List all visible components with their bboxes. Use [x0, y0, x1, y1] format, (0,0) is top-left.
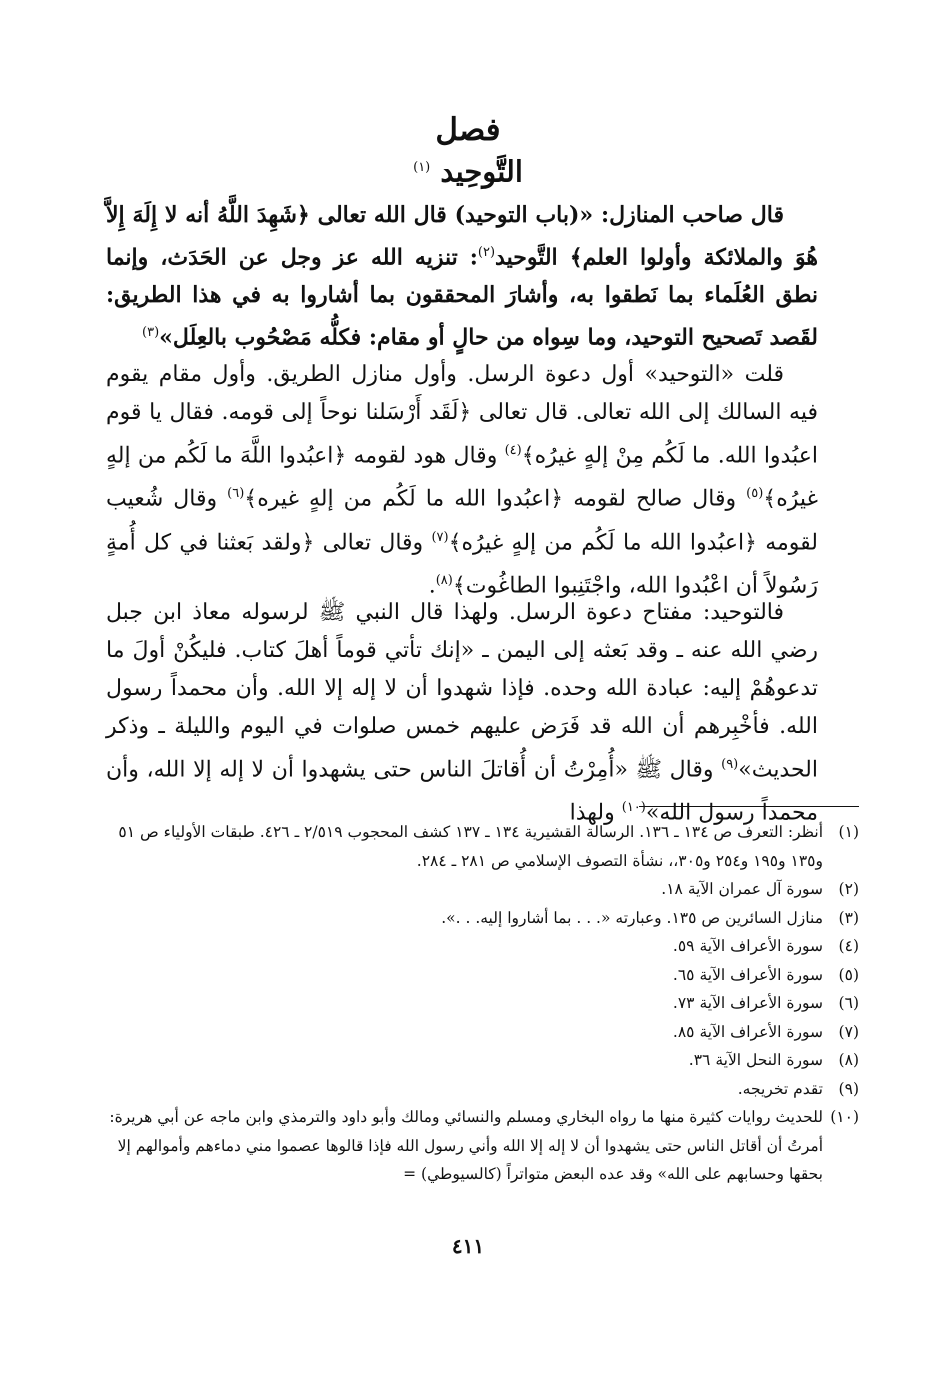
footnote-separator	[639, 806, 859, 807]
footnote-ref: (١)	[413, 160, 431, 175]
section-subtitle-text: التَّوحِيد	[440, 154, 523, 189]
paragraph-1	[106, 196, 818, 357]
footnote-text: سورة الأعراف الآية ٨٥.	[672, 1022, 823, 1041]
footnote-number: (١)	[838, 823, 859, 841]
footnote-text: سورة الأعراف الآية ٦٥.	[672, 965, 823, 984]
footnote-text: سورة آل عمران الآية ١٨.	[661, 880, 823, 898]
chapter-title-text: فصل	[435, 112, 501, 148]
footnote-item	[95, 932, 859, 961]
paragraph-text: وقال تعالى ﴿ولقد بَعثنا في كل أُمةٍ رَسُولاً أن اعْبُدوا الله، واجْتَنِبوا الطاغُوت﴾	[106, 529, 818, 599]
footnotes	[95, 818, 859, 1189]
paragraph-text: وقال ﷺ «أُمِرْتُ أن أُقاتلَ الناس حتى يشهدوا أن لا إله إلا الله، وأن محمداً رسول الله»	[106, 757, 818, 826]
footnote-number: (٨)	[838, 1051, 859, 1069]
footnote-text: للحديث روايات كثيرة منها ما رواه البخاري ومسلم والنسائي ومالك وأبو داود والترمذي وابن ماجه عن أبي هريرة: أمرتُ أن أقاتل الناس حتى يشهدوا أن لا إله إلا الله وأني رسول الله فإذا قالوها عصموا مني دماءهم وأموالهم إلا بحقها وحسابهم على الله» وقد عده البعض متواتراً (كالسيوطي) =	[109, 1108, 823, 1183]
paragraph-text: فالتوحيد: مفتاح دعوة الرسل. ولهذا قال النبي ﷺ لرسوله معاذ ابن جبل رضي الله عنه ـ وقد بَعثه إلى اليمن ـ «إنك تأتي قوماً أهلَ كتاب. فليكُنْ أولَ ما تدعوهُمْ إليه: عبادة الله وحده. فإذا شهدوا أن لا إله إلا الله. وأن محمداً رسول الله. فأخْبِرهم أن الله قد فَرَض عليهم خمس صلوات في اليوم والليلة ـ وذكر الحديث»	[106, 600, 818, 783]
footnote-ref: (٩)	[721, 757, 739, 772]
footnote-item	[95, 1046, 859, 1075]
paragraph-text: : تنزيه الله عز وجل عن الحَدَث، وإنما نطق العُلَماء بما نَطقوا به، وأشارَ المحققون بما أشاروا به في هذا الطريق: لقَصد تَصحيح التوحيد، وما سِواه من حالٍ أو مقام: فكلُّه مَصْحُوب بالعِلَل»	[106, 244, 818, 351]
footnote-text: سورة الأعراف الآية ٧٣.	[672, 994, 823, 1012]
footnote-ref: (٧)	[431, 529, 449, 545]
footnote-number: (٣)	[838, 908, 859, 927]
footnote-text: سورة النحل الآية ٣٦.	[688, 1051, 823, 1069]
footnote-number: (٤)	[838, 937, 859, 955]
footnote-ref: (٥)	[746, 486, 764, 502]
footnote-number: (١٠)	[830, 1108, 859, 1126]
footnote-ref: (١٠)	[621, 800, 646, 816]
footnote-text: أنظر: التعرف ص ١٣٤ ـ ١٣٦. الرسالة القشيرية ١٣٤ ـ ١٣٧ كشف المحجوب ٢/٥١٩ ـ ٤٢٦. طبقات الأولياء ص ٥١ و١٣٥ و١٩٥ و٢٥٤ و٣٠٥،، نشأة التصوف الإسلامي ص ٢٨١ ـ ٢٨٤.	[118, 823, 823, 870]
footnote-item	[95, 904, 859, 933]
footnote-text: منازل السائرين ص ١٣٥. وعبارته «. . . بما أشاروا إليه. . .».	[441, 908, 823, 927]
chapter-title	[0, 112, 936, 148]
paragraph-text: وقال هود لقومه ﴿اعبُدوا اللَّهَ ما لَكُم من إلهٍ غيرُه﴾	[106, 443, 818, 512]
footnote-item	[95, 1075, 859, 1104]
footnote-number: (٧)	[838, 1022, 859, 1041]
footnote-item	[95, 989, 859, 1018]
footnote-number: (٦)	[838, 994, 859, 1012]
footnote-number: (٢)	[838, 880, 859, 898]
paragraph-text: ولهذا	[569, 800, 622, 826]
paragraph-text: قلت «التوحيد» أول دعوة الرسل. وأول منازل الطريق. وأول مقام يقوم فيه السالك إلى الله تعالى. قال تعالى ﴿لَقَد أَرْسَلنا نوحاً إلى قومه. فقال يا قوم اعبُدوا الله. ما لَكُم مِنْ إلهٍ غيرُه﴾	[106, 362, 818, 469]
paragraph-text: والملائكة وأولوا العلم﴾ التَّوحيد	[495, 244, 783, 271]
paragraph-text: وقال شُعيب لقومه ﴿اعبُدوا الله ما لَكُم من إلهٍ غيرُه﴾	[106, 486, 818, 555]
footnote-item	[95, 1018, 859, 1047]
footnote-number: (٩)	[838, 1079, 859, 1098]
section-subtitle	[0, 150, 936, 190]
footnote-ref: (٨)	[435, 572, 453, 588]
footnote-item	[95, 961, 859, 990]
footnote-item	[95, 818, 859, 875]
paragraph-3	[106, 594, 818, 833]
paragraph-text: .	[428, 573, 436, 599]
paragraph-text: وقال صالح لقومه ﴿اعبُدوا الله ما لَكُم من إلهٍ غيره﴾	[244, 486, 747, 512]
footnote-ref: (٣)	[142, 325, 160, 341]
footnote-text: تقدم تخريجه.	[737, 1079, 823, 1098]
footnote-item	[95, 1103, 859, 1189]
footnote-ref: (٤)	[504, 443, 522, 458]
paragraph-text: قال صاحب المنازل: «(باب التوحيد) قال الله تعالى ﴿شَهِدَ اللَّهُ أنه لا إِلَهَ إِلاَّ هُوَ	[106, 202, 818, 271]
footnote-ref: (٦)	[227, 486, 245, 502]
footnote-text: سورة الأعراف الآية ٥٩.	[672, 937, 823, 955]
paragraph-2	[106, 356, 818, 605]
footnote-item	[95, 875, 859, 904]
footnote-ref: (٢)	[477, 245, 496, 260]
footnote-number: (٥)	[838, 965, 859, 984]
page-number: ٤١١	[451, 1234, 485, 1258]
